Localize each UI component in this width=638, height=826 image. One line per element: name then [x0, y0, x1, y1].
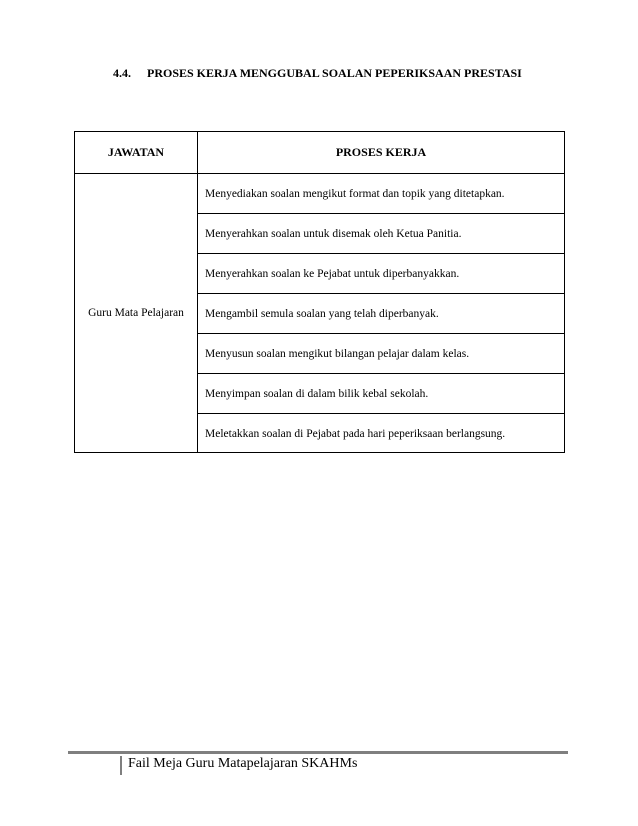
- process-step: Menyerahkan soalan untuk disemak oleh Ketua Panitia.: [198, 214, 564, 254]
- process-step: Meletakkan soalan di Pejabat pada hari peperiksaan berlangsung.: [205, 428, 506, 440]
- header-jawatan: JAWATAN: [107, 145, 165, 159]
- header-proses-kerja: PROSES KERJA: [335, 145, 427, 159]
- process-step: Menyimpan soalan di dalam bilik kebal sekolah.: [198, 374, 564, 414]
- process-table: [74, 131, 565, 453]
- footer-rule: [68, 751, 568, 754]
- process-step: Menyerahkan soalan ke Pejabat untuk diperbanyakkan.: [198, 254, 564, 294]
- footer-bar: [120, 756, 122, 775]
- process-step: Menyediakan soalan mengikut format dan topik yang ditetapkan.: [198, 174, 564, 214]
- section-title: PROSES KERJA MENGGUBAL SOALAN PEPERIKSAAN PRESTASI: [147, 66, 522, 80]
- process-step: Menyusun soalan mengikut bilangan pelajar dalam kelas.: [198, 334, 564, 374]
- section-heading: [113, 66, 522, 81]
- footer-text: Fail Meja Guru Matapelajaran SKAHMs: [128, 756, 358, 771]
- role-cell: Guru Mata Pelajaran: [88, 307, 184, 319]
- table-header-row: [75, 132, 564, 174]
- process-steps: [198, 174, 564, 452]
- section-number: 4.4.: [113, 66, 131, 80]
- process-step: Mengambil semula soalan yang telah diperbanyak.: [198, 294, 564, 334]
